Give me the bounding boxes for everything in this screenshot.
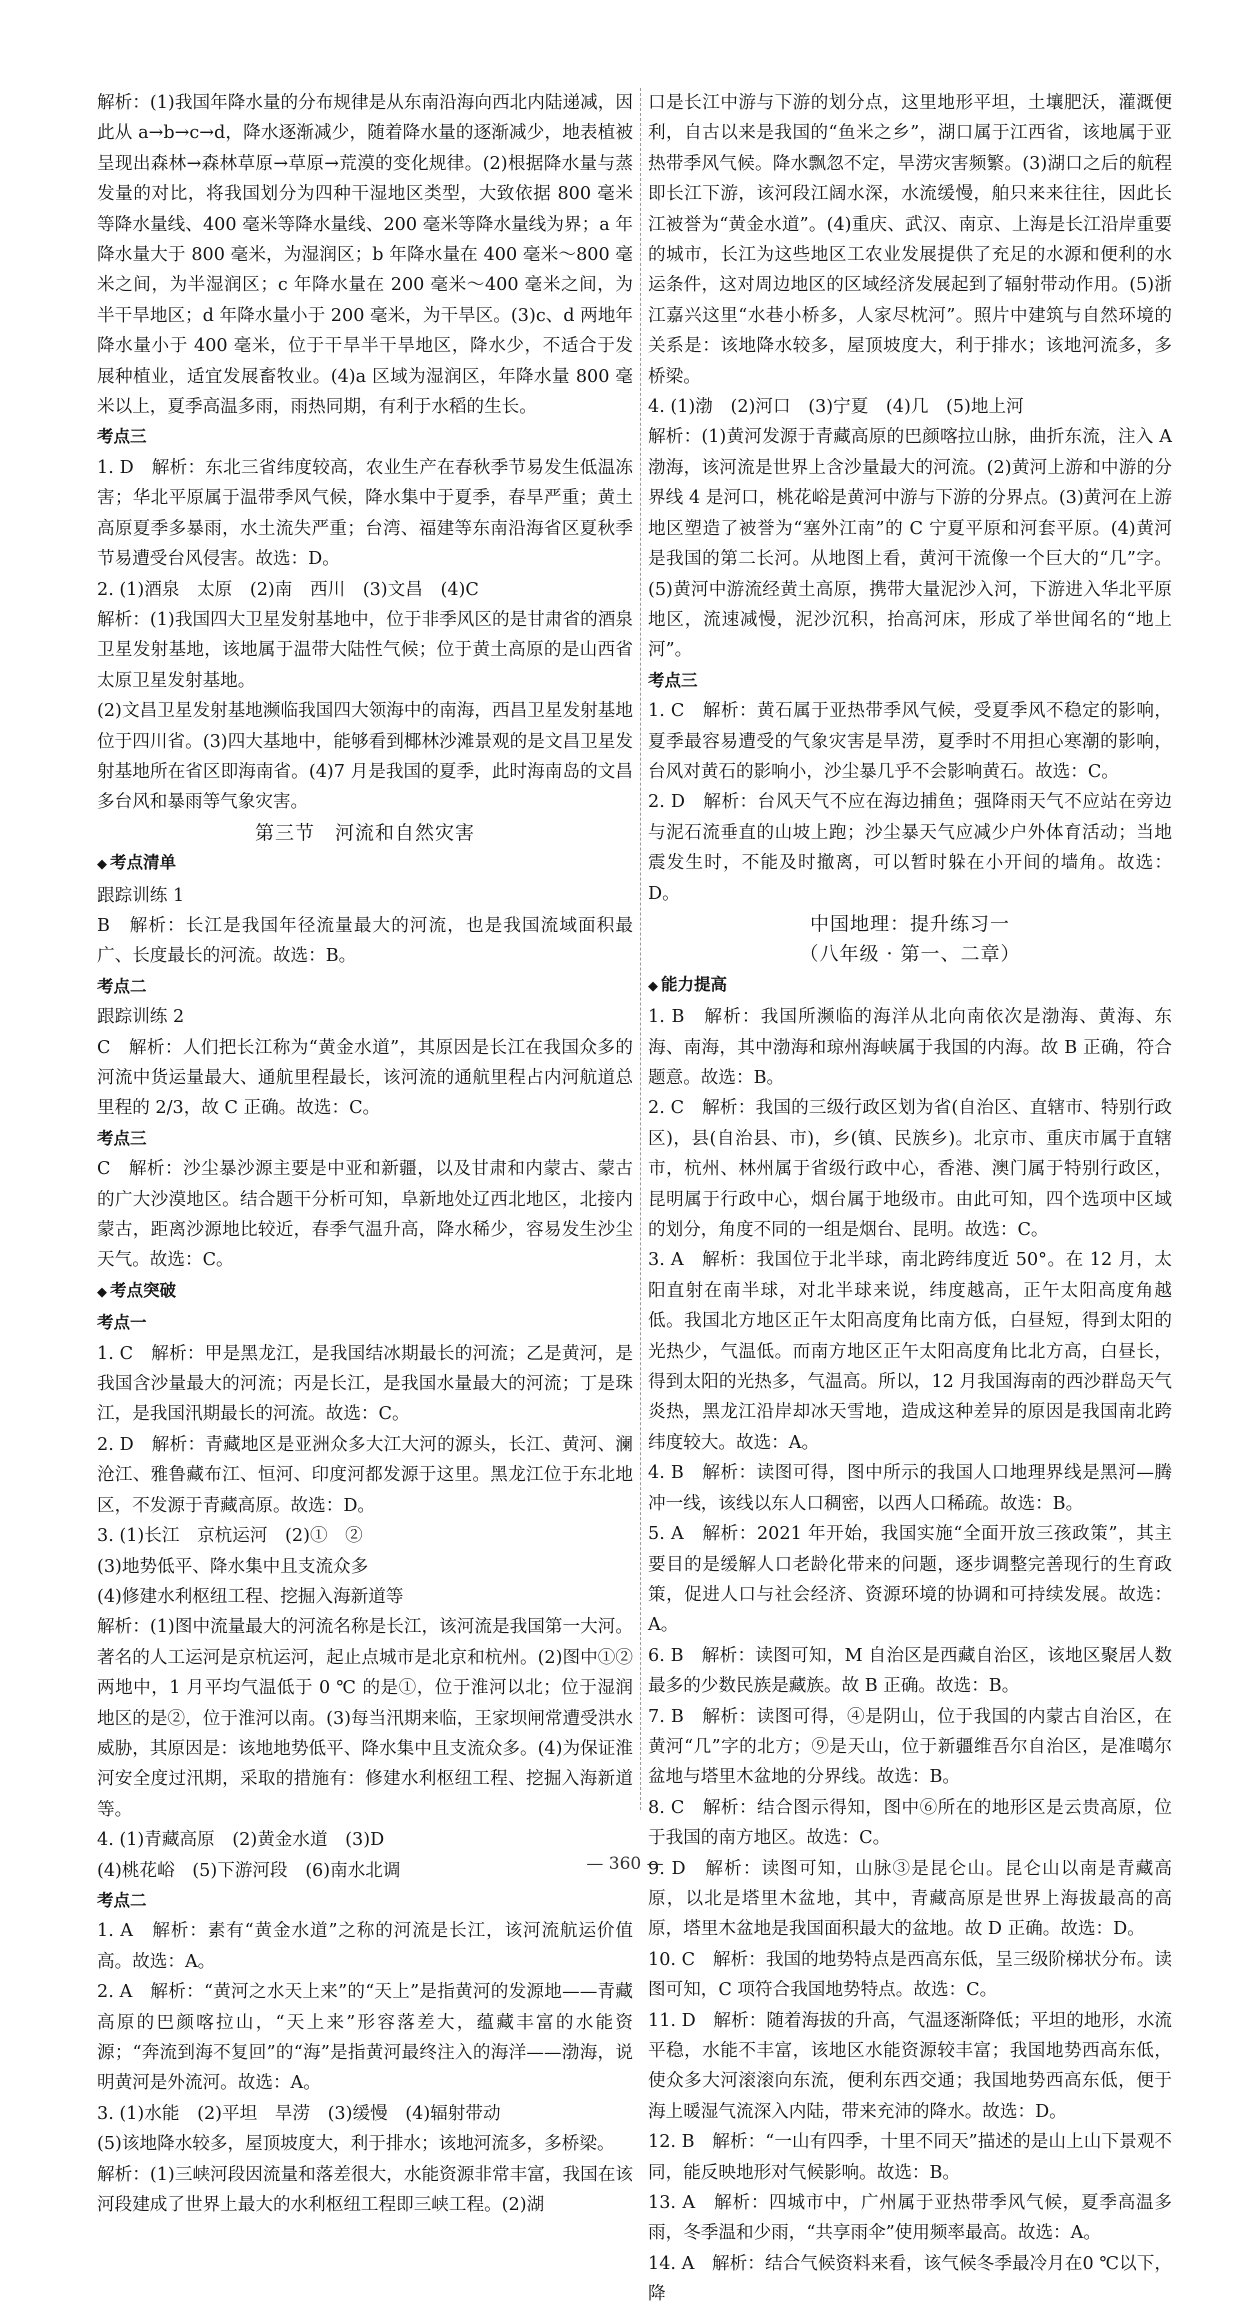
heading-text: 能力提高 [661,974,727,994]
answer-paragraph: (3)地势低平、降水集中且支流众多 [97,1556,369,1577]
answer-paragraph: 10. C 解析：我国的地势特点是西高东低，呈三级阶梯状分布。读图可知，C 项符合我国地势特点。故选：C。 [648,1949,1172,2001]
answer-paragraph: 2. A 解析：“黄河之水天上来”的“天上”是指黄河的发源地——青藏高原的巴颜喀拉山，“天上来”形容落差大，蕴藏丰富的水能资源；“奔流到海不复回”的“海”是指黄河最终注入的海洋——渤海，说明黄河是外流河。故选：A。 [97,1982,633,2094]
column-divider [640,88,641,1810]
answer-paragraph: C 解析：沙尘暴沙源主要是中亚和新疆，以及甘肃和内蒙古、蒙古的广大沙漠地区。结合题干分析可知，阜新地处辽西北地区，北接内蒙古，距离沙源地比较近，春季气温升高，降水稀少，容易发生沙尘天气。故选：C。 [97,1159,633,1271]
answer-paragraph: 4. B 解析：读图可得，图中所示的我国人口地理界线是黑河—腾冲一线，该线以东人口稠密，以西人口稀疏。故选：B。 [648,1463,1172,1514]
answer-paragraph: 1. C 解析：甲是黑龙江，是我国结冰期最长的河流；乙是黄河，是我国含沙量最大的河流；丙是长江，是我国水量最大的河流；丁是珠江，是我国汛期最长的河流。故选：C。 [97,1343,633,1425]
answer-paragraph: 解析：(1)我国四大卫星发射基地中，位于非季风区的是甘肃省的酒泉卫星发射基地，该地属于温带大陆性气候；位于黄土高原的是山西省太原卫星发射基地。 [97,609,633,691]
heading-text: 考点突破 [110,1280,176,1300]
answer-paragraph: 2. C 解析：我国的三级行政区划为省(自治区、直辖市、特别行政区)，县(自治县、市)，乡(镇、民族乡)。北京市、重庆市属于直辖市，杭州、林州属于省级行政中心，香港、澳门属于特别行政区，昆明属于行政中心，烟台属于地级市。由此可知，四个选项中区域的划分，角度不同的一组是烟台、昆明。故选：C。 [648,1098,1172,1241]
answer-paragraph: 3. A 解析：我国位于北半球，南北跨纬度近 50°。在 12 月，太阳直射在南半球，对北半球来说，纬度越高，正午太阳高度角越低。我国北方地区正午太阳高度角比南方低，白昼短，得到太阳的光热少，气温低。而南方地区正午太阳高度角比北方高，白昼长，得到太阳的光热多，气温高。所以，12 月我国海南的西沙群岛天气炎热，黑龙江沿岸却冰天雪地，造成这种差异的原因是我国南北跨纬度较大。故选：A。 [648,1250,1172,1453]
answer-paragraph: 9. D 解析：读图可知，山脉③是昆仑山。昆仑山以南是青藏高原，以北是塔里木盆地，其中，青藏高原是世界上海拔最高的高原，塔里木盆地是我国面积最大的盆地。故 D 正确。故选：D。 [648,1858,1172,1940]
answer-paragraph: 口是长江中游与下游的划分点，这里地形平坦，土壤肥沃，灌溉便利，自古以来是我国的“鱼米之乡”，湖口属于江西省，该地属于亚热带季风气候。降水飘忽不定，旱涝灾害频繁。(3)湖口之后的航程即长江下游，该河段江阔水深，水流缓慢，舶只来来往往，因此长江被誉为“黄金水道”。(4)重庆、武汉、南京、上海是长江沿岸重要的城市，长江为这些地区工农业发展提供了充足的水源和便利的水运条件，这对周边地区的区域经济发展起到了辐射带动作用。(5)浙江嘉兴这里“水巷小桥多，人家尽枕河”。照片中建筑与自然环境的关系是：该地降水较多，屋顶坡度大，利于排水；该地河流多，多桥梁。 [648,93,1172,387]
heading-text: 考点二 [97,976,147,996]
answer-paragraph: (4)修建水利枢纽工程、挖掘入海新道等 [97,1586,404,1607]
heading-text: 考点三 [97,427,147,447]
answer-paragraph: C 解析：人们把长江称为“黄金水道”，其原因是长江在我国众多的河流中货运量最大、通航里程最长，该河流的通航里程占内河航道总里程的 2/3，故 C 正确。故选：C。 [97,1037,633,1119]
section-heading [97,972,633,1002]
answer-paragraph: 5. A 解析：2021 年开始，我国实施“全面开放三孩政策”，其主要目的是缓解人口老龄化带来的问题，逐步调整完善现行的生育政策，促进人口与社会经济、资源环境的协调和可持续发展。故选：A。 [648,1524,1172,1636]
answer-paragraph: 2. D 解析：青藏地区是亚洲众多大江大河的源头，长江、黄河、澜沧江、雅鲁藏布江、恒河、印度河都发源于这里。黑龙江位于东北地区，不发源于青藏高原。故选：D。 [97,1434,633,1516]
answer-paragraph: 14. A 解析：结合气候资料来看，该气候冬季最冷月在0 ℃以下，降 [648,2253,1172,2305]
diamond-icon: ◆ [97,857,107,873]
answer-paragraph: 解析：(1)图中流量最大的河流名称是长江，该河流是我国第一大河。著名的人工运河是京杭运河，起止点城市是北京和杭州。(2)图中①②两地中，1 月平均气温低于 0 ℃ 的是①，位于淮河以北；位于湿润地区的是②，位于淮河以南。(3)每当汛期来临，王家坝闸常遭受洪水威胁，其原因是：该地地势低平、降水集中且支流众多。(4)为保证淮河安全度过汛期，采取的措施有：修建水利枢纽工程、挖掘入海新道等。 [97,1617,633,1820]
answer-paragraph: 7. B 解析：读图可得，④是阴山，位于我国的内蒙古自治区，在黄河“几”字的北方；⑨是天山，位于新疆维吾尔自治区，是准噶尔盆地与塔里木盆地的分界线。故选：B。 [648,1706,1172,1788]
answer-paragraph: 跟踪训练 1 [97,885,185,906]
answer-paragraph: 11. D 解析：随着海拔的升高，气温逐渐降低；平坦的地形，水流平稳，水能不丰富，该地区水能资源较丰富；我国地势西高东低，使众多大河滚滚向东流，便利东西交通；我国地势西高东低，便于海上暖湿气流深入内陆，带来充沛的降水。故选：D。 [648,2010,1172,2122]
diamond-icon: ◆ [97,1284,107,1300]
section-heading [97,1124,633,1154]
answer-paragraph: (4)桃花峪 (5)下游河段 (6)南水北调 [97,1860,401,1881]
heading-text: 考点三 [648,670,698,690]
answer-paragraph: 跟踪训练 2 [97,1007,185,1028]
answer-paragraph: 2. (1)酒泉 太原 (2)南 西川 (3)文昌 (4)C [97,579,479,600]
heading-text: 考点三 [97,1128,147,1148]
answer-paragraph: 4. (1)青藏高原 (2)黄金水道 (3)D [97,1830,385,1851]
heading-text: 考点二 [97,1890,147,1910]
answer-paragraph: 4. (1)渤 (2)河口 (3)宁夏 (4)几 (5)地上河 [648,397,1024,418]
diamond-icon: ◆ [648,978,658,994]
section-title: 第三节 河流和自然灾害 [254,821,475,844]
section-heading [97,1308,633,1338]
answer-paragraph: 12. B 解析：“一山有四季，十里不同天”描述的是山上山下景观不同，能反映地形对气候影响。故选：B。 [648,2132,1172,2183]
answer-paragraph: 6. B 解析：读图可知，M 自治区是西藏自治区，该地区聚居人数最多的少数民族是藏族。故 B 正确。故选：B。 [648,1645,1172,1697]
answer-paragraph: 1. A 解析：素有“黄金水道”之称的河流是长江，该河流航运价值高。故选：A。 [97,1921,633,1972]
answer-paragraph: (5)该地降水较多，屋顶坡度大，利于排水；该地河流多，多桥梁。 [97,2134,615,2155]
answer-paragraph: 解析：(1)黄河发源于青藏高原的巴颜喀拉山脉，曲折东流，注入 A 渤海，该河流是世界上含沙量最大的河流。(2)黄河上游和中游的分界线 4 是河口，桃花峪是黄河中游与下游的分界点。(3)黄河在上游地区塑造了被誉为“塞外江南”的 C 宁夏平原和河套平原。(4)黄河是我国的第二长河。从地图上看，黄河干流像一个巨大的“几”字。(5)黄河中游流经黄土高原，携带大量泥沙入河，下游进入华北平原地区，流速减慢，泥沙沉积，抬高河床，形成了举世闻名的“地上河”。 [648,427,1172,661]
section-heading [97,1886,633,1916]
heading-text: 考点清单 [110,853,176,873]
right-column [648,88,1172,2310]
answer-paragraph: 2. D 解析：台风天气不应在海边捕鱼；强降雨天气不应站在旁边与泥石流垂直的山坡上跑；沙尘暴天气应减少户外体育活动；当地震发生时，不能及时撤离，可以暂时躲在小开间的墙角。故选：D。 [648,792,1172,904]
answer-paragraph: (2)文昌卫星发射基地濒临我国四大领海中的南海，西昌卫星发射基地位于四川省。(3)四大基地中，能够看到椰林沙滩景观的是文昌卫星发射基地所在省区即海南省。(4)7 月是我国的夏季，此时海南岛的文昌多台风和暴雨等气象灾害。 [97,701,633,813]
answer-paragraph: 3. (1)水能 (2)平坦 旱涝 (3)缓慢 (4)辐射带动 [97,2103,501,2124]
answer-paragraph: B 解析：长江是我国年径流量最大的河流，也是我国流域面积最广、长度最长的河流。故选：B。 [97,915,633,967]
answer-paragraph: 1. C 解析：黄石属于亚热带季风气候，受夏季风不稳定的影响，夏季最容易遭受的气象灾害是旱涝，夏季时不用担心寒潮的影响，台风对黄石的影响小，沙尘暴几乎不会影响黄石。故选：C。 [648,701,1172,782]
section-title: 中国地理：提升练习一 [809,912,1010,935]
answer-paragraph: 1. D 解析：东北三省纬度较高，农业生产在春秋季节易发生低温冻害；华北平原属于温带季风气候，降水集中于夏季，春旱严重；黄土高原夏季多暴雨，水土流失严重；台湾、福建等东南沿海省区夏秋季节易遭受台风侵害。故选：D。 [97,457,633,570]
section-heading [648,666,1172,696]
section-heading [97,1276,633,1308]
section-heading [648,970,1172,1002]
section-title: （八年级 · 第一、二章） [799,943,1021,966]
answer-paragraph: 3. (1)长江 京杭运河 (2)① ② [97,1526,363,1547]
section-heading [97,848,633,880]
left-column [97,88,633,2220]
answer-paragraph: 13. A 解析：四城市中，广州属于亚热带季风气候，夏季高温多雨，冬季温和少雨，“共享雨伞”使用频率最高。故选：A。 [648,2193,1172,2244]
section-heading [97,422,633,452]
answer-paragraph: 8. C 解析：结合图示得知，图中⑥所在的地形区是云贵高原，位于我国的南方地区。故选：C。 [648,1797,1172,1849]
page-number: — 360 — [586,1854,664,1874]
answer-paragraph: 解析：(1)我国年降水量的分布规律是从东南沿海向西北内陆递减，因此从 a→b→c→d，降水逐渐减少，随着降水量的逐渐减少，地表植被呈现出森林→森林草原→草原→荒漠的变化规律。(2)根据降水量与蒸发量的对比，将我国划分为四种干湿地区类型，大致依据 800 毫米等降水量线、400 毫米等降水量线、200 毫米等降水量线为界；a 年降水量大于 800 毫米，为湿润区；b 年降水量在 400 毫米～800 毫米之间，为半湿润区；c 年降水量在 200 毫米～400 毫米之间，为半干旱地区；d 年降水量小于 200 毫米，为干旱区。(3)c、d 两地年降水量小于 400 毫米，位于干旱半干旱地区，降水少，不适合于发展种植业，适宜发展畜牧业。(4)a 区域为湿润区，年降水量 800 毫米以上，夏季高温多雨，雨热同期，有利于水稻的生长。 [97,93,633,418]
answer-paragraph: 解析：(1)三峡河段因流量和落差很大，水能资源非常丰富，我国在该河段建成了世界上最大的水利枢纽工程即三峡工程。(2)湖 [97,2164,633,2216]
answer-paragraph: 1. B 解析：我国所濒临的海洋从北向南依次是渤海、黄海、东海、南海，其中渤海和琼州海峡属于我国的内海。故 B 正确，符合题意。故选：B。 [648,1007,1172,1088]
heading-text: 考点一 [97,1313,147,1333]
